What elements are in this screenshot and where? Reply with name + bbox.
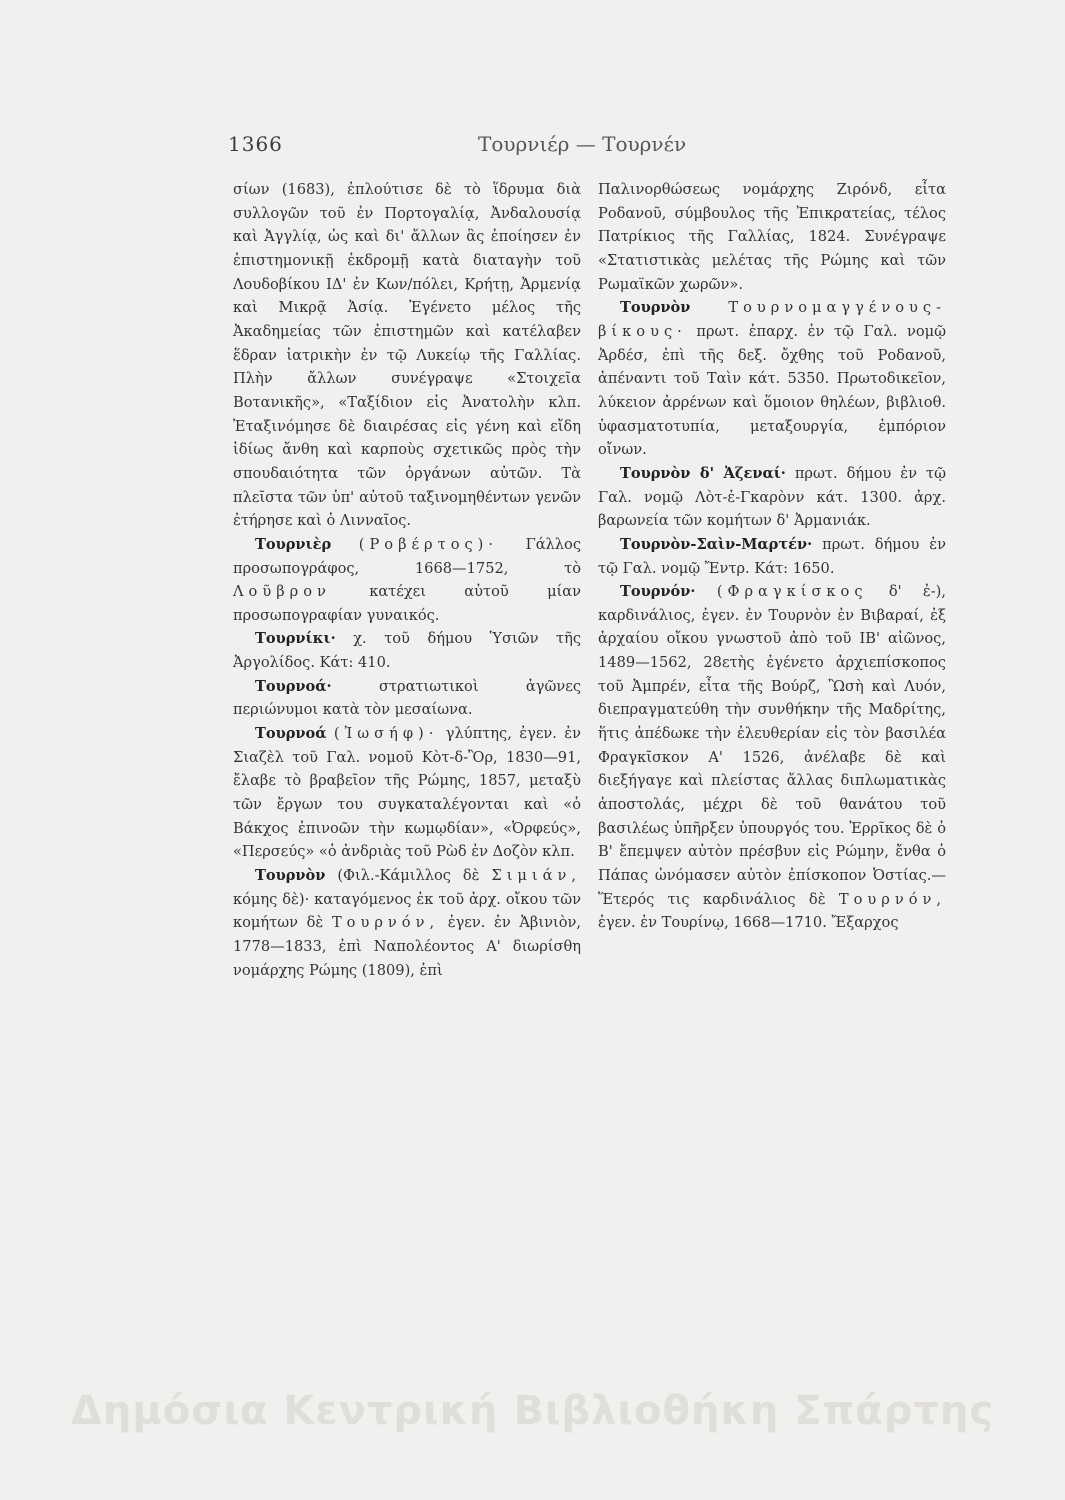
page-header xyxy=(228,132,788,160)
entry-headword: Τουρνοά xyxy=(255,725,327,743)
page-number: 1366 xyxy=(228,132,283,156)
left-column xyxy=(233,178,581,982)
entry-tournier xyxy=(233,533,581,628)
entry-text: ἐγεν. ἐν Τουρίνῳ, 1668—1710. Ἔξαρχος xyxy=(598,914,899,932)
entry-spaced-name: Σιμιάν, xyxy=(491,867,581,885)
entry-headword: Τουρνὸν xyxy=(620,299,691,317)
entry-headword: Τουρνὸν xyxy=(255,867,326,885)
entry-text: (Φιλ.-Κάμιλλος δὲ xyxy=(325,867,492,885)
entry-headword: Τουρνιὲρ xyxy=(255,535,332,553)
entry-text: κατέχει αὐτοῦ μίαν προσωπογραφίαν γυναικός. xyxy=(233,583,581,624)
entry-headword: Τουρνὸν δ' Ἀζεναί· xyxy=(620,464,786,482)
entry-text: κόμης δὲ)· καταγόμενος ἐκ τοῦ ἀρχ. οἴκου τῶν κομήτων δὲ xyxy=(233,890,581,932)
entry-text: πρωτ. ἐπαρχ. ἐν τῷ Γαλ. νομῷ Ἀρδέσ, ἐπὶ τῆς δεξ. ὄχθης τοῦ Ροδανοῦ, ἀπέναντι τοῦ Ταὶν κάτ. 5350. Πρωτοδικεῖον, λύκειον ἀρρένων καὶ ὅμοιον θηλέων, βιβλιοθ. ὑφασματοτυπία, μεταξουργία, ἐμπόριον οἴνων. xyxy=(598,322,946,459)
entry-headword: Τουρνίκι· xyxy=(255,630,336,648)
entry-continuation xyxy=(233,178,581,533)
entry-tournon-saint-martin xyxy=(598,533,946,580)
entry-spaced-name: (Φραγκίσκος xyxy=(716,583,868,601)
entry-tournon-town xyxy=(598,296,946,462)
entry-continuation xyxy=(598,178,946,296)
entry-spaced-name: (Ἰωσήφ)· xyxy=(333,725,439,743)
entry-text: σίων (1683), ἐπλούτισε δὲ τὸ ἵδρυμα διὰ συλλογῶν τοῦ ἐν Πορτογαλίᾳ, Ἀνδαλουσίᾳ καὶ Ἀγγλίᾳ, ὡς καὶ δι' ἄλλων ἃς ἐποίησεν ἐν ἐπιστημονικῇ ἐκδρομῇ κατὰ διαταγὴν τοῦ Λουδοβίκου ΙΔ' ἐν Κων/πόλει, Κρήτῃ, Ἀρμενίᾳ καὶ Μικρᾷ Ἀσίᾳ. Ἐγένετο μέλος τῆς Ἀκαδημείας τῶν ἐπιστημῶν καὶ κατέλαβεν ἕδραν ἰατρικὴν ἐν τῷ Λυκείῳ τῆς Γαλλίας. Πλὴν ἄλλων συνέγραψε «Στοιχεῖα Βοτανικῆς», «Ταξίδιον εἰς Ἀνατολὴν κλπ. Ἐταξινόμησε δὲ διαιρέσας εἰς γένη καὶ εἴδη ἰδίως ἄνθη καὶ καρποὺς σχετικῶς πρὸς τὴν σπουδαιότητα τῶν ὀργάνων αὐτῶν. Τὰ πλεῖστα τῶν ὑπ' αὐτοῦ ταξινομηθέντων γενῶν ἐτήρησε καὶ ὁ Λινναῖος. xyxy=(233,181,581,530)
entry-text: πρωτ. δήμου ἐν τῷ Γαλ. νομῷ Ἔντρ. Κάτ: 1650. xyxy=(598,535,946,577)
entry-text: χ. τοῦ δήμου Ὑσιῶν τῆς Ἀργολίδος. Κάτ: 410. xyxy=(233,630,581,672)
entry-spaced-name: (Ροβέρτος)· xyxy=(358,535,499,553)
entry-tournon-camille xyxy=(233,864,581,982)
entry-spaced-name: Τουρνομαγγένους-βίκους· xyxy=(598,299,946,340)
entry-text: πρωτ. δήμου ἐν τῷ Γαλ. νομῷ Λὸτ-ἐ-Γκαρὸνν κάτ. 1300. ἀρχ. βαρωνεία τῶν κομήτων δ' Ἀρμανιάκ. xyxy=(598,464,946,530)
entry-text: γλύπτης, ἐγεν. ἐν Σιαζὲλ τοῦ Γαλ. νομοῦ Κὸτ-δ-Ὂρ, 1830—91, ἔλαβε τὸ βραβεῖον τῆς Ρώμης, 1857, μεταξὺ τῶν ἔργων του συγκαταλέγονται καὶ «ὁ Βάκχος ἐπινοῶν τὴν κωμῳδίαν», «Ὀρφεύς», «Περσεύς» «ὁ ἀνδριὰς τοῦ Ρὼδ ἐν Δοζὸν κλπ. xyxy=(233,725,581,861)
entry-tournois-joseph xyxy=(233,722,581,864)
entry-text: δ' ἐ-), καρδινάλιος, ἐγεν. ἐν Τουρνὸν ἐν Βιβαραί, ἐξ ἀρχαίου οἴκου γνωστοῦ ἀπὸ τοῦ ΙΒ' αἰῶνος, 1489—1562, 28ετὴς ἐγένετο ἀρχιεπίσκοπος τοῦ Ἀμπρέν, εἶτα τῆς Βούρζ, Ὢσὴ καὶ Λυόν, διεπραγματεύθη τὴν συνθήκην τῆς Μαδρίτης, ἥτις ἀπέδωκε τὴν ἐλευθερίαν εἰς τὸν βασιλέα Φραγκῖσκον Α' 1526, ἀνέλαβε δὲ καὶ διεξήγαγε καὶ πλείστας ἄλλας διπλωματικὰς ἀποστολάς, μέχρι δὲ τοῦ θανάτου τοῦ βασιλέως ὑπῆρξεν ὑπουργός του. Ἐρρῖκος δὲ ὁ Β' ἔπεμψεν αὐτὸν πρέσβυν εἰς Ρώμην, ἔνθα ὁ Πάπας ὠνόμασεν αὐτὸν ἐπίσκοπον Ὀστίας.—Ἕτερός τις καρδινάλιος δὲ xyxy=(598,583,947,908)
entry-tournon-francois xyxy=(598,580,946,935)
entry-spaced-name: Τουρνόν, xyxy=(331,914,440,932)
running-title: Τουρνιέρ — Τουρνέν xyxy=(478,132,687,156)
entry-headword: Τουρνὸν-Σαὶν-Μαρτέν· xyxy=(620,535,813,553)
right-column xyxy=(598,178,946,935)
entry-text: στρατιωτικοὶ ἀγῶνες περιώνυμοι κατὰ τὸν μεσαίωνα. xyxy=(233,677,581,719)
entry-headword: Τουρνοά· xyxy=(255,677,332,695)
entry-text: ἐγεν. ἐν Ἀβινιὸν, 1778—1833, ἐπὶ Ναπολέοντος Α' διωρίσθη νομάρχης Ρώμης (1809), ἐπὶ xyxy=(233,914,581,979)
entry-tourniki xyxy=(233,627,581,674)
entry-text: Παλινορθώσεως νομάρχης Ζιρόνδ, εἶτα Ροδανοῦ, σύμβουλος τῆς Ἐπικρατείας, τέλος Πατρίκιος τῆς Γαλλίας, 1824. Συνέγραψε «Στατιστικὰς μελέτας τῆς Ρώμης καὶ τῶν Ρωμαϊκῶν χωρῶν». xyxy=(598,181,946,293)
entry-text: Γάλλος προσωπογράφος, 1668—1752, τὸ xyxy=(233,535,582,577)
entry-spaced-name: Τουρνόν, xyxy=(838,890,946,908)
library-watermark: Δημόσια Κεντρική Βιβλιοθήκη Σπάρτης xyxy=(70,1388,995,1434)
entry-spaced-name: Λοῦβρον xyxy=(233,583,331,601)
entry-headword: Τουρνόν· xyxy=(620,583,696,601)
entry-tournon-agenais xyxy=(598,462,946,533)
entry-tournois xyxy=(233,675,581,722)
